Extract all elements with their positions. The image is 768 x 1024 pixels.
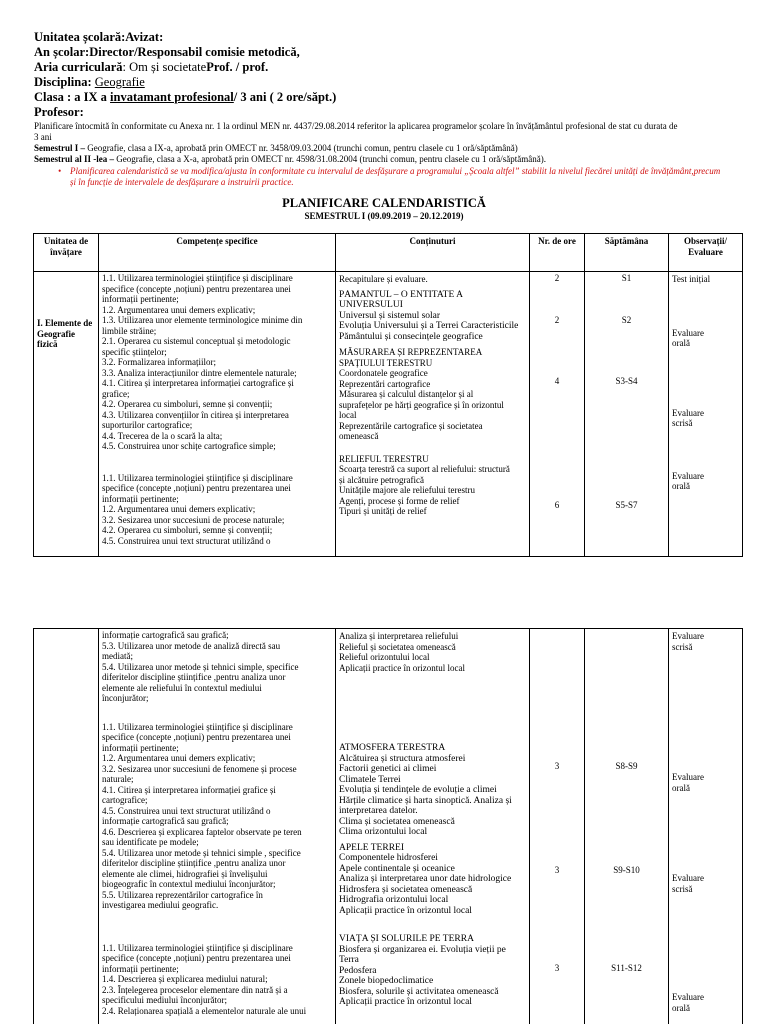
semester-1-label: Semestrul I – (34, 143, 88, 153)
hours-value: 3 (554, 864, 560, 875)
discipline-line (34, 75, 744, 90)
text-line: Recapitulare și evaluare. (339, 274, 428, 284)
text-line: 3.3. Analiza interacțiunilor dintre elementele naturale; (102, 367, 297, 378)
curricular-area-line (34, 60, 744, 75)
competency-list (102, 473, 332, 547)
week-value: S9-S10 (613, 864, 640, 875)
text-line: 2.4. Relaționarea spațială a elementelor naturale ale unui (102, 1005, 307, 1016)
observation-value: Test inițial (672, 274, 711, 284)
text-line: Unitățile majore ale reliefului terestru (339, 485, 475, 495)
text-line: 4.3. Utilizarea convențiilor în citirea și interpretarea (102, 409, 289, 420)
week-value: S3-S4 (615, 376, 638, 386)
text-line: 1.4. Descrierea și explicarea mediului natural; (102, 974, 268, 984)
text-line: Relieful și societatea omenească (339, 641, 456, 652)
text-line: 5.4. Utilizarea unor metode și tehnici simple , specifice (102, 847, 301, 858)
text-line: Analiza și interpretarea reliefului (339, 631, 459, 641)
text-line: Pământului și consecințele geografice (339, 331, 483, 342)
text-line: 1.1. Utilizarea terminologiei științifice și disciplinare (102, 472, 293, 483)
text-line: specifice (concepte ,noțiuni) pentru prezentarea unei (102, 283, 291, 294)
text-line: specific științelor; (102, 346, 167, 357)
competencies-cell (99, 629, 336, 1024)
observation-value: Evaluare scrisă (672, 873, 704, 894)
text-line: 4.2. Operarea cu simboluri, semne și convenții; (102, 525, 273, 535)
text-line: investigarea mediului geografic. (102, 900, 219, 910)
text-line: Hidrosfera și societatea omenească (339, 884, 473, 895)
plan-note (34, 121, 744, 143)
col-header-observations: Observații/ Evaluare (669, 234, 743, 272)
semester-2-label: Semestrul al II -lea – (34, 154, 117, 164)
week-value: S5-S7 (615, 499, 638, 510)
prof-label: Prof. / prof. (206, 60, 269, 74)
content-block (339, 347, 526, 442)
contents-cell (336, 629, 530, 1024)
text-line: 5.4. Utilizarea unor metode și tehnici simple, specifice (102, 661, 299, 672)
text-line: diferitelor discipline științifice ,pentru analiza unor (102, 672, 286, 682)
text-line: Universul și sistemul solar (339, 310, 441, 321)
discipline-label: Disciplina: (34, 75, 95, 89)
competency-list (102, 943, 332, 1017)
competency-list (102, 722, 332, 911)
planning-table (33, 233, 743, 557)
text-line: elemente ale reliefului în contextul mediului (102, 682, 262, 693)
curricular-area-label: Aria curriculară (34, 60, 123, 74)
text-line: Pedosfera (339, 965, 377, 976)
competencies-cell (99, 272, 336, 557)
semester-2-text: Geografie, clasa a X-a, aprobată prin OMECT nr. 4598/31.08.2004 (trunchi comun, pentru clasele cu 1 oră/săptămână). (116, 154, 546, 164)
text-line: informație cartografică sau grafică; (102, 816, 229, 826)
bullet-icon: • (58, 166, 62, 176)
school-year-label: An școlar: (34, 45, 90, 59)
text-line: Componentele hidrosferei (339, 853, 438, 863)
text-line: 4.5. Construirea unui text structurat utilizând o (102, 805, 271, 816)
semester-1-text: Geografie, clasa a IX-a, aprobată prin OMECT nr. 3458/09.03.2004 (trunchi comun, pentru clasele cu 1 oră/săptămână) (87, 143, 518, 153)
content-block (339, 274, 526, 285)
red-note (34, 166, 744, 188)
learning-unit-cell (34, 629, 99, 1024)
text-line: mediată; (102, 651, 133, 661)
text-line: 5.5. Utilizarea reprezentărilor cartografice în (102, 889, 263, 900)
text-line: VIAȚA ȘI SOLURILE PE TERRA (339, 934, 474, 944)
competency-list (102, 630, 332, 704)
text-line: Climatele Terrei (339, 774, 401, 785)
hours-value: 4 (554, 376, 560, 386)
text-line: Aplicații practice în orizontul local (339, 997, 472, 1007)
observations-cell (669, 629, 743, 1024)
text-line: 4.1. Citirea și interpretarea informației grafice și (102, 784, 276, 795)
text-line: Apele continentale și oceanice (339, 863, 455, 874)
observation-value: Evaluare scrisă (672, 631, 704, 652)
text-line: 4.1. Citirea și interpretarea informației cartografice și (102, 378, 294, 388)
observation-value: Evaluare scrisă (672, 407, 704, 428)
hours-value: 2 (554, 314, 560, 325)
text-line: informații pertinente; (102, 493, 179, 504)
text-line: înconjurător; (102, 693, 149, 703)
semester-1-note (34, 143, 744, 154)
text-line: 4.5. Construirea unor schițe cartografice simple; (102, 441, 276, 451)
hours-value: 3 (554, 963, 560, 973)
competency-list (102, 273, 332, 452)
learning-unit-title: I. Elemente de Geografie fizică (34, 272, 99, 557)
text-line: limbile străine; (102, 325, 157, 336)
text-line: RELIEFUL TERESTRU (339, 453, 429, 464)
class-line (34, 90, 744, 105)
week-value: S2 (621, 314, 632, 325)
text-line: 4.6. Descrierea și explicarea faptelor observate pe teren (102, 826, 302, 837)
col-header-unit: Unitatea de învățare (34, 234, 99, 272)
class-education-type: invatamant profesional (110, 90, 234, 104)
text-line: Relieful orizontului local (339, 652, 430, 662)
text-line: APELE TERREI (339, 842, 405, 853)
text-line: Zonele biopedoclimatice (339, 976, 434, 986)
table-row (34, 629, 743, 1024)
text-line: Agenți, procese și forme de relief (339, 495, 460, 506)
class-suffix: / 3 ani ( 2 ore/săpt.) (233, 90, 337, 104)
school-year-line (34, 45, 744, 60)
text-line: naturale; (102, 774, 134, 784)
text-line: UNIVERSULUI (339, 300, 403, 310)
text-line: informații pertinente; (102, 294, 179, 304)
text-line: Măsurarea și calculul distanțelor și al (339, 389, 474, 399)
contents-cell (336, 272, 530, 557)
col-header-hours: Nr. de ore (530, 234, 585, 272)
text-line: ATMOSFERA TERESTRĂ (339, 743, 446, 753)
text-line: 2.3. Înțelegerea proceselor elementare din natră și a (102, 984, 288, 995)
col-header-contents: Conținuturi (336, 234, 530, 272)
week-cell (585, 272, 669, 557)
text-line: Clima și societatea omenească (339, 816, 455, 827)
hours-value: 2 (554, 273, 560, 283)
text-line: Scoarța terestră ca suport al reliefului: structură (339, 464, 510, 474)
table-row (34, 272, 743, 557)
text-line: omenească (339, 431, 379, 441)
semester-range: SEMESTRUL I (09.09.2019 – 20.12.2019) (304, 211, 464, 221)
text-line: biogeografic în contextul mediului înconjurător; (102, 879, 276, 889)
text-line: 3.2. Sesizarea unor succesiuni de procese naturale; (102, 514, 285, 525)
avizat-label: Avizat: (125, 30, 164, 44)
text-line: Biosfera, solurile și activitatea omenească (339, 986, 499, 997)
school-unit-label: Unitatea școlară: (34, 30, 126, 44)
week-cell (585, 629, 669, 1024)
text-line: informații pertinente; (102, 963, 179, 974)
text-line: 4.2. Operarea cu simboluri, semne și convenții; (102, 399, 273, 409)
content-block (339, 631, 526, 673)
text-line: local (339, 410, 357, 420)
week-value: S8-S9 (615, 761, 638, 771)
text-line: PĂMÂNTUL – O ENTITATE A (339, 289, 463, 300)
text-line: Aplicații practice în orizontul local (339, 662, 465, 673)
col-header-competencies: Competențe specifice (99, 234, 336, 272)
text-line: interpretarea datelor. (339, 806, 418, 816)
text-line: Clima orizontului local (339, 827, 428, 837)
text-line: suprafețelor pe hărți geografice și în orizontul (339, 399, 504, 410)
text-line: informație cartografică sau grafică; (102, 630, 229, 640)
content-block (339, 843, 526, 917)
plan-note-line: 3 ani (34, 132, 52, 142)
text-line: specifice (concepte ,noțiuni) pentru prezentarea unei (102, 732, 291, 742)
observations-cell (669, 272, 743, 557)
text-line: 5.3. Utilizarea unor metode de analiză directă sau (102, 640, 281, 651)
content-block (339, 934, 526, 1008)
text-line: Alcătuirea și structura atmosferei (339, 753, 466, 764)
text-line: Hidrografia orizontului local (339, 895, 449, 905)
text-line: Tipuri și unități de relief (339, 506, 427, 516)
text-line: suporturilor cartografice; (102, 420, 193, 430)
text-line: 1.2. Argumentarea unui demers explicativ; (102, 504, 256, 514)
hours-cell (530, 629, 585, 1024)
text-line: Evoluția Universului și a Terrei Caracteristicile (339, 321, 519, 331)
document-header (34, 30, 744, 188)
week-value: S11-S12 (611, 963, 642, 973)
text-line: SPAȚIULUI TERESTRU (339, 357, 433, 368)
hours-value: 3 (554, 761, 560, 771)
text-line: 1.1. Utilizarea terminologiei științifice și disciplinare (102, 273, 293, 283)
observation-value: Evaluare orală (672, 470, 704, 491)
text-line: Evoluția și tendințele de evoluție a climei (339, 785, 497, 795)
text-line: 4.5. Construirea unui text structurat utilizând o (102, 535, 271, 546)
text-line: Factorii genetici ai climei (339, 764, 437, 774)
red-note-line: Planificarea calendaristică se va modifica/ajusta în conformitate cu intervalul de desfășurare a programului „Școala altfel” stabilit la nivelul fiecărei unități de învățământ,precum (70, 166, 721, 176)
text-line: Biosfera și organizarea ei. Evoluția vieții pe (339, 944, 506, 955)
content-block (339, 290, 526, 343)
text-line: specificului mediului înconjurător; (102, 995, 227, 1005)
text-line: MĂSURAREA ȘI REPREZENTAREA (339, 347, 483, 357)
text-line: Reprezentări cartografice (339, 378, 431, 389)
content-block (339, 743, 526, 838)
plan-note-line: Planificare întocmită în conformitate cu Anexa nr. 1 la ordinul MEN nr. 4437/29.08.2014 referitor la aplicarea programelor școlare în învățământul profesional de stat cu durata de (34, 121, 678, 131)
school-unit-line (34, 30, 744, 45)
teacher-label: Profesor: (34, 105, 84, 119)
text-line: Analiza și interpretarea unor date hidrologice (339, 874, 512, 884)
content-block (339, 454, 526, 517)
text-line: 1.2. Argumentarea unui demers explicativ; (102, 753, 256, 763)
text-line: Terra (339, 955, 359, 965)
week-value: S1 (621, 273, 632, 283)
class-prefix: Clasa : a IX a (34, 90, 111, 104)
text-line: Reprezentările cartografice și societatea (339, 420, 483, 431)
semester-2-note (34, 154, 744, 165)
text-line: Coordonatele geografice (339, 368, 428, 378)
teacher-line (34, 105, 744, 120)
text-line: 2.1. Operarea cu sistemul conceptual și metodologic (102, 336, 291, 346)
discipline-value: Geografie (94, 75, 145, 89)
text-line: 1.1. Utilizarea terminologiei științifice și disciplinare (102, 721, 293, 732)
text-line: sau identificate pe modele; (102, 837, 199, 847)
director-label: Director/Responsabil comisie metodică, (89, 45, 300, 59)
text-line: specifice (concepte ,noțiuni) pentru prezentarea unei (102, 953, 291, 963)
text-line: informații pertinente; (102, 742, 179, 753)
text-line: 1.1. Utilizarea terminologiei științifice și disciplinare (102, 942, 293, 953)
text-line: Hărțile climatice și harta sinoptică. Analiza și (339, 795, 512, 806)
text-line: și alcătuire petrografică (339, 474, 424, 485)
planning-table-continued (33, 628, 743, 1024)
text-line: 1.3. Utilizarea unor elemente terminologice minime din (102, 315, 303, 325)
hours-cell (530, 272, 585, 557)
text-line: 1.2. Argumentarea unui demers explicativ; (102, 304, 256, 315)
text-line: diferitelor discipline științifice ,pentru analiza unor (102, 858, 286, 868)
table-header-row (34, 234, 743, 272)
page-title: PLANIFICARE CALENDARISTICĂ (282, 196, 486, 210)
observation-value: Evaluare orală (672, 992, 704, 1013)
text-line: grafice; (102, 388, 130, 399)
hours-value: 6 (554, 499, 560, 510)
text-line: elemente ale climei, hidrografiei și învelișului (102, 868, 268, 879)
observation-value: Evaluare orală (672, 772, 704, 793)
text-line: 4.4. Trecerea de la o scară la alta; (102, 430, 223, 441)
red-note-line: și în funcție de intervalele de desfășurare a instruirii practice. (70, 177, 294, 187)
text-line: Aplicații practice în orizontul local (339, 905, 472, 916)
col-header-week: Săptămâna (585, 234, 669, 272)
text-line: 3.2. Sesizarea unor succesiuni de fenomene și procese (102, 763, 297, 774)
observation-value: Evaluare orală (672, 327, 704, 348)
text-line: specifice (concepte ,noțiuni) pentru prezentarea unei (102, 483, 291, 493)
text-line: 3.2. Formalizarea informațiilor; (102, 357, 216, 367)
curricular-area-value: : Om și societate (122, 60, 207, 74)
text-line: cartografice; (102, 795, 148, 805)
